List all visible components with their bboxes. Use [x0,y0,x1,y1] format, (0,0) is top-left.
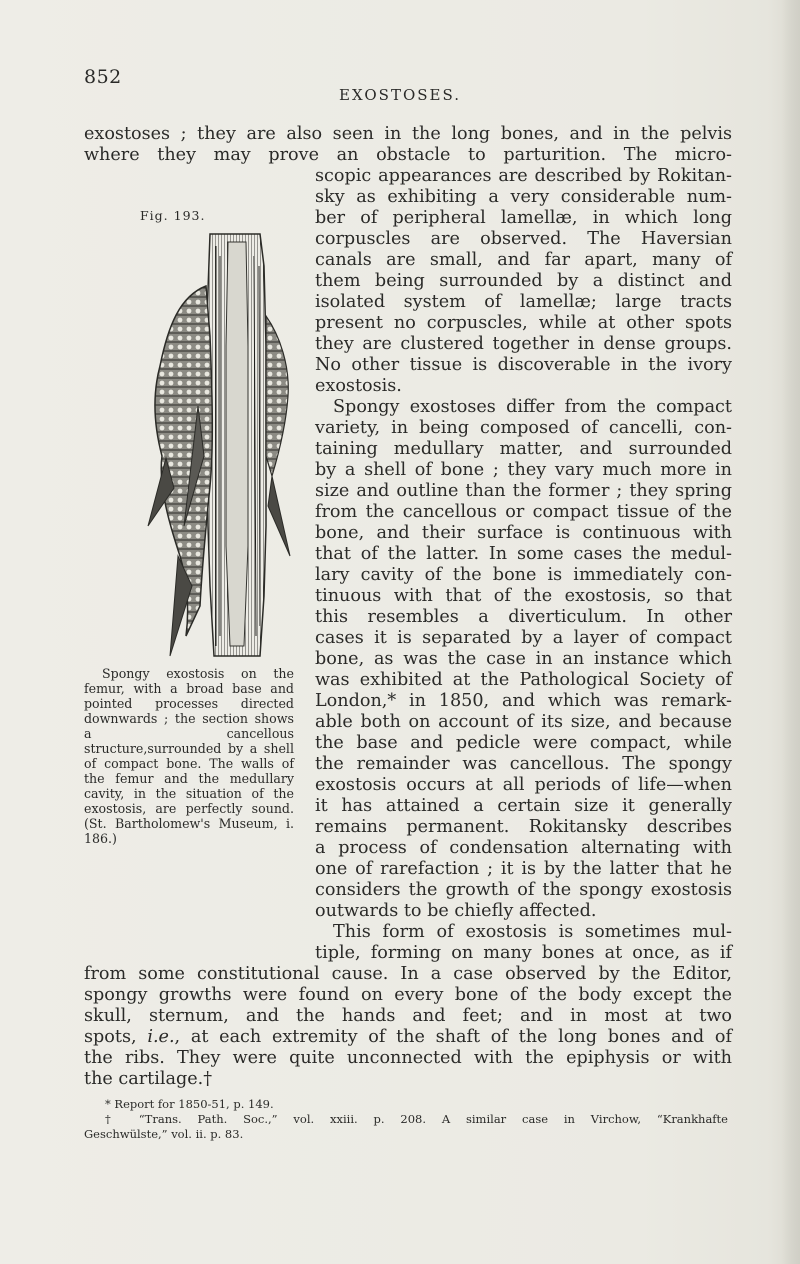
text-line: exostoses ; they are also seen in the long bones, and in the pelvis [84,124,732,144]
text-line: sky as exhibiting a very considerable num- [315,187,732,207]
page-number: 852 [84,66,122,88]
text-line: from some constitutional cause. In a case observed by the Editor, [84,964,732,984]
figure-caption-text: Spongy exostosis on the femur, with a broad base and pointed processes directed downwards ; the section shows a cancellous structure,surrounded by a shell of compact bone. The walls of the femur and the medullary cavity, in the situation of the exostosis, are perfectly sound. (St. Bartholomew's Museum, i. 186.) [84,666,294,846]
text-line: No other tissue is discoverable in the ivory [315,355,732,375]
text-line: Spongy exostoses differ from the compact [333,397,732,417]
text-line: was exhibited at the Pathological Society of [315,670,732,690]
text-line: London,* in 1850, and which was remark- [315,691,732,711]
text-line: scopic appearances are described by Rokitan- [315,166,732,186]
text-line: by a shell of bone ; they vary much more in [315,460,732,480]
text-line: one of rarefaction ; it is by the latter that he [315,859,732,879]
text-line: lary cavity of the bone is immediately con- [315,565,732,585]
text-line: remains permanent. Rokitansky describes [315,817,732,837]
text-line: that of the latter. In some cases the medul- [315,544,732,564]
text-line: where they may prove an obstacle to parturition. The micro- [84,145,732,165]
text-line: the base and pedicle were compact, while [315,733,732,753]
text-line: exostosis. [315,376,402,396]
text-line: canals are small, and far apart, many of [315,250,732,270]
text-line: ber of peripheral lamellæ, in which long [315,208,732,228]
running-head: EXOSTOSES. [339,86,461,104]
text-line: it has attained a certain size it generally [315,796,732,816]
text-line: tiple, forming on many bones at once, as if [315,943,732,963]
text-line: exostosis occurs at all periods of life—when [315,775,732,795]
text-line: a process of condensation alternating with [315,838,732,858]
text-line: corpuscles are observed. The Haversian [315,229,732,249]
text-line: from the cancellous or compact tissue of the [315,502,732,522]
text-line: spots, i.e., at each extremity of the shaft of the long bones and of [84,1027,732,1047]
text-line: variety, in being composed of cancelli, con- [315,418,732,438]
text-line: taining medullary matter, and surrounded [315,439,732,459]
text-line: bone, and their surface is continuous with [315,523,732,543]
text-line: cases it is separated by a layer of compact [315,628,732,648]
footnote-2-continued: Geschwülste,” vol. ii. p. 83. [84,1127,244,1141]
text-line: spongy growths were found on every bone of the body except the [84,985,732,1005]
text-line: the remainder was cancellous. The spongy [315,754,732,774]
engraving-femur-section-icon [140,226,302,664]
figure-caption [84,666,294,846]
text-line: present no corpuscles, while at other spots [315,313,732,333]
text-line: they are clustered together in dense groups. [315,334,732,354]
text-line: tinuous with that of the exostosis, so that [315,586,732,606]
text-line: the ribs. They were quite unconnected with the epiphysis or with [84,1048,732,1068]
text-line: them being surrounded by a distinct and [315,271,732,291]
text-line: this resembles a diverticulum. In other [315,607,732,627]
text-line: skull, sternum, and the hands and feet; and in most at two [84,1006,732,1026]
text-line: outwards to be chiefly affected. [315,901,597,921]
footnote-1: * Report for 1850-51, p. 149. [105,1097,274,1111]
text-line: able both on account of its size, and because [315,712,732,732]
footnote-2: † “Trans. Path. Soc.,” vol. xxiii. p. 208. A similar case in Virchow, “Krankhafte [105,1112,728,1126]
text-line: considers the growth of the spongy exostosis [315,880,732,900]
text-line: This form of exostosis is sometimes mul- [333,922,732,942]
text-line: the cartilage.† [84,1069,213,1089]
figure-label: Fig. 193. [140,208,206,223]
text-line: size and outline than the former ; they spring [315,481,732,501]
text-line: bone, as was the case in an instance which [315,649,732,669]
page-edge-shadow [782,0,800,1264]
text-line: isolated system of lamellæ; large tracts [315,292,732,312]
